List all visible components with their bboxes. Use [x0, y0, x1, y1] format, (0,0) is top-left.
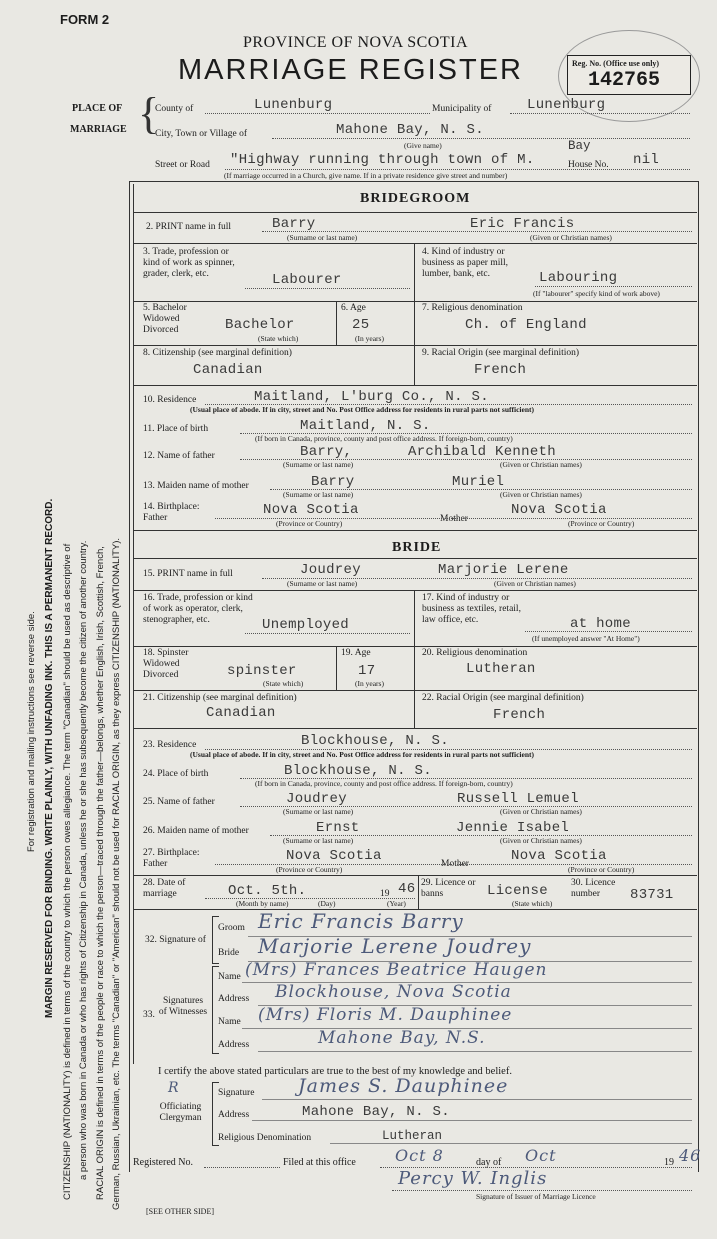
side-instructions: For registration and mailing instructions see reverse side. — [26, 611, 37, 852]
licence-number: 83731 — [630, 887, 674, 903]
f19-label: 19. Age — [341, 648, 371, 658]
w2-address-label: Address — [218, 1040, 250, 1050]
bride-surname: Joudrey — [300, 562, 361, 578]
street-value: "Highway running through town of M. — [230, 152, 535, 168]
f8-label: 8. Citizenship (see marginal definition) — [143, 348, 292, 358]
filed-day: Oct 8 — [395, 1146, 444, 1165]
groom-label: Groom — [218, 923, 245, 933]
groom-res-caption: (Usual place of abode. If in city, street and No. Post Office address for residents in rural parts not sufficient) — [190, 405, 535, 414]
f14-father-cap: (Province or Country) — [276, 519, 343, 528]
f14-label: 14. Birthplace: Father — [143, 502, 200, 523]
f13-surname-cap: (Surname or last name) — [283, 490, 354, 499]
clergy-sig-label: Signature — [218, 1088, 255, 1098]
witness1-name: (Mrs) Frances Beatrice Haugen — [245, 960, 548, 980]
groom-racial: French — [474, 362, 527, 378]
groom-mother-bp: Nova Scotia — [511, 502, 607, 518]
f26-surname-cap: (Surname or last name) — [283, 836, 354, 845]
f27-mother-label: Mother — [441, 859, 469, 869]
groom-status: Bachelor — [225, 317, 295, 333]
street-extra: Bay — [568, 139, 591, 153]
w2-name-label: Name — [218, 1017, 241, 1027]
bride-religion: Lutheran — [466, 661, 536, 677]
bride-father-surname: Joudrey — [286, 791, 347, 807]
w1-address-label: Address — [218, 994, 250, 1004]
f6-label: 6. Age — [341, 303, 366, 313]
groom-birth-caption: (If born in Canada, province, county and post office address. If foreign-born, country) — [255, 434, 513, 443]
f17-label: 17. Kind of industry or business as textiles, retail, law office, etc. — [422, 593, 521, 625]
groom-birthplace: Maitland, N. S. — [300, 418, 431, 434]
f21-label: 21. Citizenship (see marginal definition) — [143, 693, 297, 703]
bride-mother-surname: Ernst — [316, 820, 360, 836]
bride-status: spinster — [227, 663, 297, 679]
side-racial-2: German, Russian, Ukrainian, etc. The terms "Canadian" or "American" should not be used for RACIAL ORIGIN, as they express CITIZENSHIP (NATIONALITY). — [111, 537, 122, 1210]
certify-text: I certify the above stated particulars are true to the best of my knowledge and belief. — [158, 1066, 512, 1077]
city-label: City, Town or Village of — [155, 129, 247, 139]
issuer-caption: Signature of Issuer of Marriage Licence — [476, 1192, 596, 1201]
f18-state-which: (State which) — [263, 679, 304, 688]
groom-trade: Labourer — [272, 272, 342, 288]
f15-given-cap: (Given or Christian names) — [494, 579, 576, 588]
f23-label: 23. Residence — [143, 740, 197, 750]
f12-given-cap: (Given or Christian names) — [500, 460, 582, 469]
f11-label: 11. Place of birth — [143, 424, 209, 434]
clergy-signature: James S. Dauphinee — [298, 1075, 509, 1097]
groom-industry: Labouring — [539, 270, 618, 286]
groom-age: 25 — [352, 317, 370, 333]
groom-religion: Ch. of England — [465, 317, 587, 333]
house-value: nil — [633, 152, 660, 168]
f19-in-years: (In years) — [355, 679, 384, 688]
f9-label: 9. Racial Origin (see marginal definition) — [422, 348, 580, 358]
filed-year-prefix: 19 — [664, 1157, 674, 1168]
f13-given-cap: (Given or Christian names) — [500, 490, 582, 499]
f10-label: 10. Residence — [143, 395, 197, 405]
f4-caption: (If "labourer" specify kind of work above) — [533, 289, 660, 298]
f17-caption: (If unemployed answer "At Home") — [532, 634, 640, 643]
witness2-name: (Mrs) Floris M. Dauphinee — [258, 1005, 513, 1025]
marriage-date: Oct. 5th. — [228, 883, 307, 899]
groom-mother-surname: Barry — [311, 474, 355, 490]
registered-no-label: Registered No. — [133, 1157, 193, 1168]
year-prefix: 19 — [380, 889, 390, 899]
f33-number: 33. — [143, 1010, 155, 1020]
f27-mother-cap: (Province or Country) — [568, 865, 635, 874]
f25-given-cap: (Given or Christian names) — [500, 807, 582, 816]
groom-given-cap: (Given or Christian names) — [530, 233, 612, 242]
bridegroom-heading: BRIDEGROOM — [360, 191, 471, 206]
witness2-address: Mahone Bay, N.S. — [318, 1028, 486, 1048]
month-cap: (Month by name) — [236, 899, 289, 908]
side-citizenship-1: CITIZENSHIP (NATIONALITY) is defined in terms of the country to which the person owes allegiance. The term "Canadian" should be used as descriptive of — [62, 543, 73, 1200]
groom-given: Eric Francis — [470, 216, 575, 232]
f29-label: 29. Licence or banns — [421, 878, 476, 899]
give-name-caption: (Give name) — [404, 141, 442, 150]
witness1-address: Blockhouse, Nova Scotia — [275, 982, 512, 1002]
county-value: Lunenburg — [254, 97, 333, 113]
day-of-label: day of — [476, 1157, 502, 1168]
clergy-religion: Lutheran — [382, 1129, 443, 1143]
filed-label: Filed at this office — [283, 1157, 356, 1168]
f3-label: 3. Trade, profession or kind of work as spinner, grader, clerk, etc. — [143, 247, 235, 279]
bride-label: Bride — [218, 948, 240, 958]
side-binding-note: MARGIN RESERVED FOR BINDING. WRITE PLAINLY, WITH UNFADING INK. THIS IS A PERMANENT RECORD. — [44, 498, 55, 1018]
filed-month: Oct — [525, 1146, 557, 1165]
issuer-signature: Percy W. Inglis — [398, 1168, 548, 1189]
bride-age: 17 — [358, 663, 376, 679]
groom-signature: Eric Francis Barry — [258, 909, 464, 933]
bride-father-bp: Nova Scotia — [286, 848, 382, 864]
f12-surname-cap: (Surname or last name) — [283, 460, 354, 469]
bride-racial: French — [493, 707, 546, 723]
groom-state-which: (State which) — [258, 334, 299, 343]
groom-residence: Maitland, L'burg Co., N. S. — [254, 389, 489, 405]
f5-label: 5. Bachelor Widowed Divorced — [143, 303, 187, 335]
filed-year: 46 — [679, 1146, 702, 1165]
bride-father-given: Russell Lemuel — [457, 791, 579, 807]
f26-given-cap: (Given or Christian names) — [500, 836, 582, 845]
f7-label: 7. Religious denomination — [422, 303, 523, 313]
reg-no-box — [567, 55, 691, 95]
bride-residence: Blockhouse, N. S. — [301, 733, 449, 749]
f30-label: 30. Licence number — [571, 878, 616, 899]
f33-label: Signatures of Witnesses — [158, 996, 208, 1017]
street-note: (If marriage occurred in a Church, give name. If in a private residence give street and number) — [224, 171, 508, 180]
marriage-year: 46 — [398, 881, 416, 897]
groom-father-given: Archibald Kenneth — [408, 444, 556, 460]
clergy-address: Mahone Bay, N. S. — [302, 1104, 450, 1120]
clergy-addr-label: Address — [218, 1110, 250, 1120]
groom-father-bp: Nova Scotia — [263, 502, 359, 518]
groom-citizenship: Canadian — [193, 362, 263, 378]
f14-mother-cap: (Province or Country) — [568, 519, 635, 528]
bride-mother-bp: Nova Scotia — [511, 848, 607, 864]
clergy-label: Officiating Clergyman — [159, 1102, 202, 1123]
f16-label: 16. Trade, profession or kind of work as operator, clerk, stenographer, etc. — [143, 593, 253, 625]
year-cap: (Year) — [387, 899, 406, 908]
f23-res-caption: (Usual place of abode. If in city, street and No. Post Office address for residents in rural parts not sufficient) — [190, 750, 535, 759]
bride-citizenship: Canadian — [206, 705, 276, 721]
f18-label: 18. Spinster Widowed Divorced — [143, 648, 189, 680]
f4-label: 4. Kind of industry or business as paper mill, lumber, bank, etc. — [422, 247, 509, 279]
form-number: FORM 2 — [60, 12, 110, 27]
f2-label: 2. PRINT name in full — [146, 222, 232, 232]
f13-label: 13. Maiden name of mother — [143, 481, 249, 491]
side-racial-1: RACIAL ORIGIN is defined in terms of the people or race to which the person—traced through the father—belongs, whether English, Irish, Scottish, French, — [95, 546, 106, 1200]
f22-label: 22. Racial Origin (see marginal definition) — [422, 693, 584, 703]
f25-surname-cap: (Surname or last name) — [283, 807, 354, 816]
f24-birth-caption: (If born in Canada, province, county and post office address. If foreign-born, country) — [255, 779, 513, 788]
groom-mother-given: Muriel — [452, 474, 505, 490]
province-heading: PROVINCE OF NOVA SCOTIA — [243, 34, 469, 51]
bride-birthplace: Blockhouse, N. S. — [284, 763, 432, 779]
f24-label: 24. Place of birth — [143, 769, 209, 779]
licence-type: License — [487, 883, 548, 899]
bride-industry: at home — [570, 616, 631, 632]
reg-no-label: Reg. No. (Office use only) — [572, 59, 660, 68]
f14-mother-label: Mother — [440, 514, 468, 524]
county-label: County of — [155, 104, 194, 114]
municipality-value: Lunenburg — [527, 97, 606, 113]
clergy-relig-label: Religious Denomination — [218, 1133, 312, 1143]
f25-label: 25. Name of father — [143, 797, 215, 807]
f27-father-cap: (Province or Country) — [276, 865, 343, 874]
f15-surname-cap: (Surname or last name) — [287, 579, 358, 588]
bride-mother-given: Jennie Isabel — [456, 820, 570, 836]
page-title: MARRIAGE REGISTER — [178, 54, 523, 86]
house-label: House No. — [568, 160, 609, 170]
reg-no-value: 142765 — [588, 69, 661, 92]
f26-label: 26. Maiden name of mother — [143, 826, 249, 836]
bride-given: Marjorie Lerene — [438, 562, 569, 578]
city-value: Mahone Bay, N. S. — [336, 122, 484, 138]
day-cap: (Day) — [318, 899, 336, 908]
side-citizenship-2: a person who was born in Canada or who has rights of Citizenship in Canada, unless he or she has subsequently become the citizen of another country. — [78, 540, 89, 1180]
street-label: Street or Road — [155, 160, 210, 170]
groom-in-years: (In years) — [355, 334, 384, 343]
groom-surname: Barry — [272, 216, 316, 232]
marriage-label: MARRIAGE — [70, 124, 127, 135]
groom-surname-cap: (Surname or last name) — [287, 233, 358, 242]
w1-name-label: Name — [218, 972, 241, 982]
f32-label: 32. Signature of — [145, 935, 206, 945]
groom-father-surname: Barry, — [300, 444, 353, 460]
f20-label: 20. Religious denomination — [422, 648, 528, 658]
f29-state-which: (State which) — [512, 899, 553, 908]
place-brace: { — [138, 89, 160, 138]
f15-label: 15. PRINT name in full — [143, 569, 233, 579]
bride-heading: BRIDE — [392, 540, 442, 555]
bride-signature: Marjorie Lerene Joudrey — [258, 934, 532, 958]
f12-label: 12. Name of father — [143, 451, 215, 461]
f28-label: 28. Date of marriage — [143, 878, 186, 899]
f27-label: 27. Birthplace: Father — [143, 848, 200, 869]
see-other-side: [SEE OTHER SIDE] — [146, 1207, 214, 1216]
bride-trade: Unemployed — [262, 617, 350, 633]
municipality-label: Municipality of — [432, 104, 492, 114]
clergy-mark: R — [168, 1080, 180, 1096]
place-of-label: PLACE OF — [72, 103, 123, 114]
